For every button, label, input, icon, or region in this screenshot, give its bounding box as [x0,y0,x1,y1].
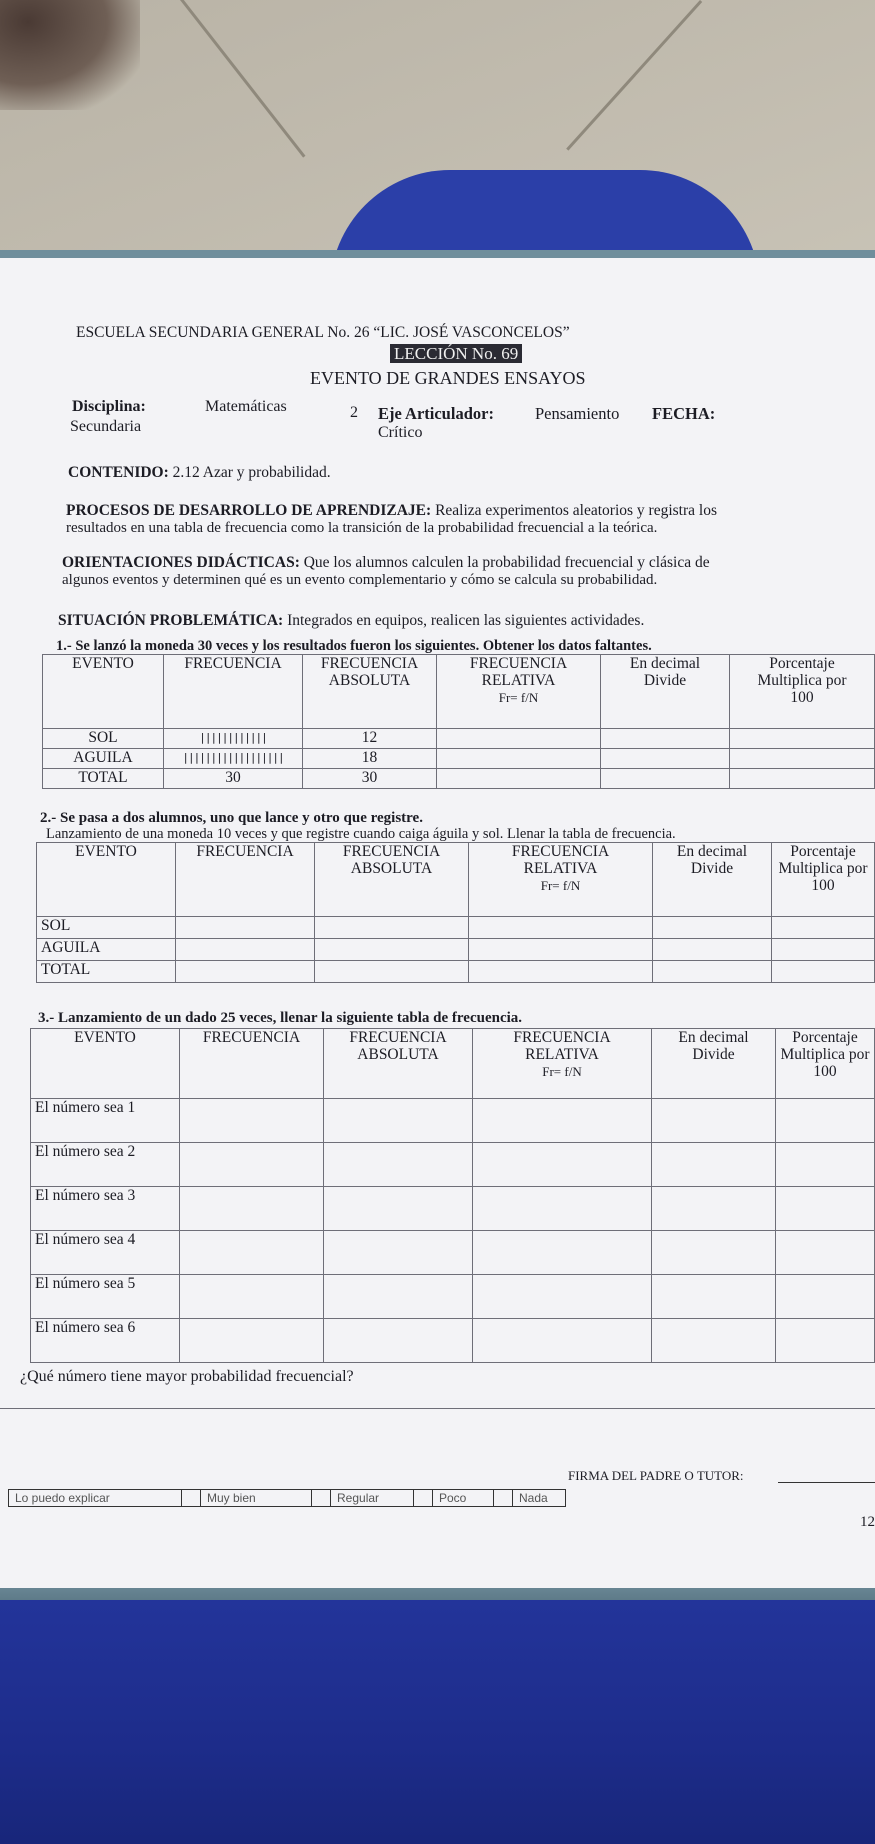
row-evento: El número sea 4 [31,1231,180,1275]
row-frecuencia[interactable] [180,1099,324,1143]
table-header-row [31,1029,875,1099]
row-decimal[interactable] [652,1319,776,1363]
row-decimal[interactable] [653,917,772,939]
worksheet-page [0,258,875,1588]
table-row [37,917,875,939]
row-absoluta: 12 [303,729,437,749]
col-pct-3: 100 [790,689,814,706]
procesos-line1 [66,502,717,520]
col-frec-absoluta [324,1029,473,1099]
rating-regular[interactable]: Regular [331,1490,414,1507]
row-decimal[interactable] [652,1275,776,1319]
row-frecuencia[interactable] [176,917,315,939]
col-frecuencia: FRECUENCIA [176,843,315,917]
situacion [58,612,644,630]
row-evento: SOL [43,729,164,749]
row-decimal[interactable] [652,1143,776,1187]
rating-nada[interactable]: Nada [513,1490,566,1507]
situacion-text: Integrados en equipos, realicen las siguientes actividades. [287,612,645,629]
procesos-text: Realiza experimentos aleatorios y registra los [435,502,717,519]
table-row [31,1143,875,1187]
row-relativa[interactable] [473,1275,652,1319]
row-absoluta[interactable] [324,1143,473,1187]
row-absoluta: 18 [303,749,437,769]
col-frec-relativa [473,1029,652,1099]
row-absoluta[interactable] [315,961,469,983]
row-decimal[interactable] [652,1099,776,1143]
col-frecuencia: FRECUENCIA [164,655,303,729]
col-decimal-2: Divide [643,672,687,689]
procesos-label: PROCESOS DE DESARROLLO DE APRENDIZAJE: [66,502,432,519]
grade: 2 [350,404,358,421]
col-frec-relativa-2: RELATIVA [481,672,556,689]
col-frec-absoluta-2: ABSOLUTA [357,1046,439,1063]
formula: Fr= f/N [498,690,539,705]
row-absoluta[interactable] [324,1099,473,1143]
col-frec-relativa [469,843,653,917]
row-decimal[interactable] [652,1187,776,1231]
col-pct-3: 100 [811,877,835,894]
row-porcentaje[interactable] [776,1143,875,1187]
table-row [31,1275,875,1319]
blue-cloth [0,1600,875,1844]
col-pct-2: Multiplica por [778,860,868,877]
col-pct-2: Multiplica por [757,672,847,689]
col-frec-absoluta-1: FRECUENCIA [320,655,419,672]
row-evento: AGUILA [37,939,176,961]
col-frec-relativa [437,655,601,729]
orientaciones-line1 [62,554,710,572]
row-relativa[interactable] [469,961,653,983]
row-evento: El número sea 1 [31,1099,180,1143]
activity2-subtext: Lanzamiento de una moneda 10 veces y que registre cuando caiga águila y sol. Llenar la tabla de frecuencia. [46,826,676,842]
row-frecuencia[interactable] [180,1275,324,1319]
table-header-row [37,843,875,917]
col-porcentaje [776,1029,875,1099]
activity1-instruction: 1.- Se lanzó la moneda 30 veces y los resultados fueron los siguientes. Obtener los datos faltantes. [56,638,652,654]
col-decimal-2: Divide [690,860,734,877]
row-evento: El número sea 2 [31,1143,180,1187]
row-absoluta[interactable] [324,1275,473,1319]
row-absoluta[interactable] [324,1187,473,1231]
row-porcentaje[interactable] [730,729,875,749]
row-porcentaje[interactable] [776,1231,875,1275]
row-decimal[interactable] [601,769,730,789]
activity3-table [30,1028,875,1363]
row-frecuencia: |||||||||||| [164,729,303,749]
col-decimal-1: En decimal [676,843,748,860]
floor-tile-line [566,0,702,151]
col-frec-absoluta [303,655,437,729]
table-row [31,1231,875,1275]
table-row [37,939,875,961]
col-frecuencia: FRECUENCIA [180,1029,324,1099]
row-porcentaje[interactable] [776,1187,875,1231]
row-relativa[interactable] [473,1319,652,1363]
col-frec-relativa-1: FRECUENCIA [511,843,610,860]
table-row [31,1099,875,1143]
table-row [43,729,875,749]
col-porcentaje [730,655,875,729]
lesson-title: EVENTO DE GRANDES ENSAYOS [310,368,586,388]
disciplina-value: Matemáticas [205,398,287,415]
eje-value-2: Crítico [378,424,423,441]
contenido-label: CONTENIDO: [68,464,169,481]
table-row [43,749,875,769]
table-row [43,769,875,789]
disciplina-label: Disciplina: [72,398,146,415]
formula: Fr= f/N [540,878,581,893]
shadow [0,0,140,110]
col-evento: EVENTO [37,843,176,917]
col-frec-absoluta-2: ABSOLUTA [328,672,411,689]
orientaciones-label: ORIENTACIONES DIDÁCTICAS: [62,554,300,571]
table-header-row [43,655,875,729]
row-relativa[interactable] [437,729,601,749]
row-relativa[interactable] [437,749,601,769]
activity1-table [42,654,875,789]
formula: Fr= f/N [542,1064,582,1079]
contenido-text: 2.12 Azar y probabilidad. [172,464,331,481]
fecha-label: FECHA: [652,404,716,423]
row-decimal[interactable] [601,729,730,749]
col-pct-2: Multiplica por [780,1046,870,1063]
col-decimal [652,1029,776,1099]
orientaciones-text: Que los alumnos calculen la probabilidad frecuencial y clásica de [303,554,710,571]
row-relativa[interactable] [473,1099,652,1143]
row-frecuencia[interactable] [180,1231,324,1275]
row-porcentaje[interactable] [772,961,875,983]
col-porcentaje [772,843,875,917]
table-row [31,1187,875,1231]
row-porcentaje[interactable] [776,1275,875,1319]
col-pct-1: Porcentaje [790,843,856,860]
row-frecuencia[interactable] [176,939,315,961]
firma-line[interactable] [778,1482,875,1483]
col-frec-absoluta-1: FRECUENCIA [342,843,441,860]
procesos-line2: resultados en una tabla de frecuencia como la transición de la probabilidad frecuencial a la teórica. [66,520,658,536]
row-decimal[interactable] [601,749,730,769]
col-evento: EVENTO [43,655,164,729]
table-row [37,961,875,983]
row-evento: TOTAL [37,961,176,983]
row-absoluta[interactable] [315,939,469,961]
col-frec-relativa-1: FRECUENCIA [513,1029,611,1046]
col-pct-1: Porcentaje [792,1029,858,1046]
col-frec-absoluta-1: FRECUENCIA [349,1029,447,1046]
activity3-instruction: 3.- Lanzamiento de un dado 25 veces, llenar la siguiente tabla de frecuencia. [38,1010,523,1026]
row-evento: El número sea 5 [31,1275,180,1319]
rating-scale [8,1489,566,1507]
col-decimal-2: Divide [692,1046,735,1063]
rating-poco[interactable]: Poco [433,1490,494,1507]
col-frec-relativa-1: FRECUENCIA [469,655,568,672]
row-decimal[interactable] [652,1231,776,1275]
floor-tile-line [180,0,305,158]
row-porcentaje[interactable] [776,1319,875,1363]
row-evento: El número sea 6 [31,1319,180,1363]
row-frecuencia: |||||||||||||||||| [164,749,303,769]
lesson-label: LECCIÓN No. 69 [390,344,522,363]
eje-value: Pensamiento [535,404,620,423]
row-decimal[interactable] [653,961,772,983]
row-frecuencia: 30 [164,769,303,789]
activity2-instruction: 2.- Se pasa a dos alumnos, uno que lance y otro que registre. [40,810,423,826]
activity2-table [36,842,875,983]
row-absoluta[interactable] [315,917,469,939]
answer-line[interactable] [0,1408,875,1409]
table-row [31,1319,875,1363]
col-decimal-1: En decimal [678,1029,749,1046]
col-evento: EVENTO [31,1029,180,1099]
page-number: 12 [860,1514,875,1530]
row-absoluta[interactable] [324,1319,473,1363]
row-relativa[interactable] [473,1187,652,1231]
activity3-question: ¿Qué número tiene mayor probabilidad frecuencial? [20,1368,354,1385]
row-relativa[interactable] [437,769,601,789]
eje-label: Eje Articulador: [378,404,494,423]
col-decimal [653,843,772,917]
contenido [68,464,331,482]
row-relativa[interactable] [469,939,653,961]
row-relativa[interactable] [473,1231,652,1275]
row-porcentaje[interactable] [730,769,875,789]
col-frec-relativa-2: RELATIVA [525,1046,599,1063]
col-pct-1: Porcentaje [769,655,835,672]
lesson-number [390,344,522,364]
school-name: ESCUELA SECUNDARIA GENERAL No. 26 “LIC. JOSÉ VASCONCELOS” [76,324,570,341]
row-evento: AGUILA [43,749,164,769]
col-frec-absoluta [315,843,469,917]
row-porcentaje[interactable] [772,939,875,961]
orientaciones-line2: algunos eventos y determinen qué es un evento complementario y cómo se calcula su probabilidad. [62,572,658,588]
row-decimal[interactable] [653,939,772,961]
row-absoluta[interactable] [324,1231,473,1275]
row-absoluta: 30 [303,769,437,789]
col-decimal-1: En decimal [629,655,701,672]
firma-label: FIRMA DEL PADRE O TUTOR: [568,1468,744,1483]
row-evento: El número sea 3 [31,1187,180,1231]
row-frecuencia[interactable] [180,1319,324,1363]
row-porcentaje[interactable] [772,917,875,939]
row-evento: TOTAL [43,769,164,789]
row-relativa[interactable] [469,917,653,939]
rating-muy-bien[interactable]: Muy bien [201,1490,312,1507]
row-frecuencia[interactable] [180,1187,324,1231]
rating-lo-puedo-explicar[interactable]: Lo puedo explicar [9,1490,182,1507]
row-frecuencia[interactable] [176,961,315,983]
row-relativa[interactable] [473,1143,652,1187]
col-pct-3: 100 [813,1063,837,1080]
row-evento: SOL [37,917,176,939]
col-decimal [601,655,730,729]
row-porcentaje[interactable] [730,749,875,769]
col-frec-absoluta-2: ABSOLUTA [350,860,433,877]
situacion-label: SITUACIÓN PROBLEMÁTICA: [58,612,284,629]
row-frecuencia[interactable] [180,1143,324,1187]
col-frec-relativa-2: RELATIVA [523,860,598,877]
row-porcentaje[interactable] [776,1099,875,1143]
level: Secundaria [70,418,142,435]
